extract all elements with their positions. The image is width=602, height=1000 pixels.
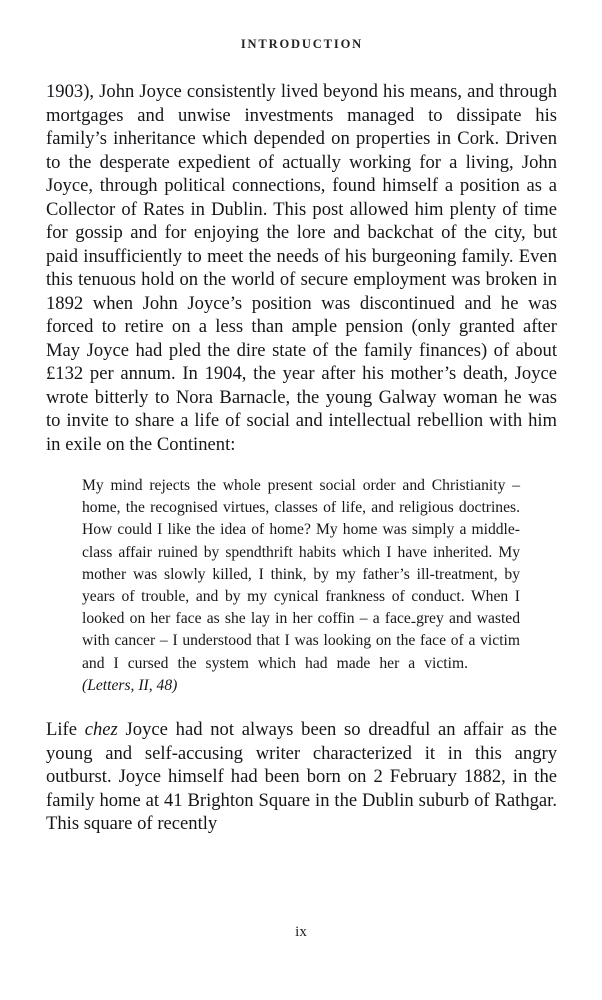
citation-separator-2: , <box>148 676 157 694</box>
quotation-text-first: My mind rejects the whole present social order and Christianity – home, the recognised virtues, classes of life, and religious doctrines. How could I like the idea of home? My home was simply a middle-class affair ruined by spendthrift habits which I have inherited. My mother was slowly killed, I think, by my father’s ill-treatment, by years of trouble, and by my cynical frankness of conduct. When I looked on her face as she lay in her coffin – a face <box>82 477 520 628</box>
citation-close-paren: ) <box>172 676 178 694</box>
citation <box>82 677 177 694</box>
paragraph-first: 1903), John Joyce consistently lived beyond his means, and through mortgages and unwise investments managed to dissipate his family’s inheritance which depended on properties in Cork. Driven to the desperate expedient of actually working for a living, John Joyce, through political connections, found himself a position as a Collector of Rates in Dublin. This post allowed him plenty of time for gossip and for enjoying the lore and backchat of the city, but paid insufficiently to meet the needs of his burgeoning family. Even this tenuous hold on the world of secure employment was broken in 1892 when John Joyce’s position was discontinued and he was forced to retire on a less than ample pension (only granted after May Joyce had pled the dire state of the family finances) of about £132 per annum. In 1904, the year after his mother’s death, Joyce wrote bitterly to Nora Barnacle, the young Galway woman he was to invite to share a life of social and intellectual rebellion with him in exile on the Continent: <box>46 81 557 455</box>
foreign-word-chez: chez <box>84 719 118 741</box>
citation-open-paren: ( <box>82 676 88 694</box>
quote-spacer-bottom <box>46 697 557 718</box>
page-number: ix <box>295 924 307 940</box>
quote-spacer-top <box>46 456 557 475</box>
text-column <box>46 80 557 836</box>
paragraph-second-rest: Joyce had not always been so dreadful an affair as the young and self-accusing writer characterized it in this angry outburst. Joyce himself had been born on 2 February 1882, in the family home at 41 Brighton Square in the Dublin suburb of Rathgar. This square of recently <box>46 719 557 835</box>
quotation-text-second: grey and wasted with cancer – I understood that I was looking on the face of a victim and I cursed the system which had made her a victim. <box>82 610 520 672</box>
hyphen-artifact: - <box>410 613 417 631</box>
citation-page-number: 48 <box>156 676 173 694</box>
citation-work-title: Letters <box>87 676 131 694</box>
block-quotation <box>82 475 520 697</box>
paragraph-second-lead: Life <box>46 719 85 741</box>
paragraph-second <box>46 718 557 836</box>
citation-separator-1: , <box>130 676 139 694</box>
citation-volume: II <box>138 676 149 694</box>
running-head: INTRODUCTION <box>240 37 364 51</box>
